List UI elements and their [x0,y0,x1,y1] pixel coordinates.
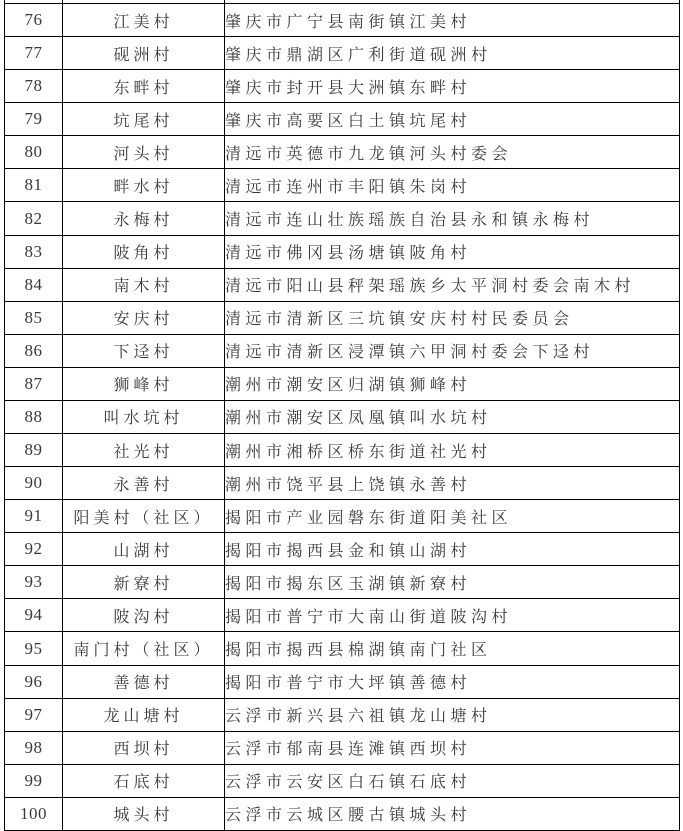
row-number-cell: 92 [5,533,63,566]
table-row [5,37,680,70]
village-name-cell: 永梅村 [63,202,225,235]
village-address-cell: 揭阳市揭西县棉湖镇南门社区 [225,632,680,665]
village-name-cell: 西坝村 [63,731,225,764]
table-row [5,235,680,268]
row-number-cell: 80 [5,136,63,169]
village-address-cell: 云浮市郁南县连滩镇西坝村 [225,731,680,764]
table-body [5,0,680,831]
table-row [5,202,680,235]
village-address-cell: 清远市清新区浸潭镇六甲洞村委会下迳村 [225,334,680,367]
row-number-cell: 90 [5,467,63,500]
village-name-cell: 石底村 [63,764,225,797]
village-name-cell: 下迳村 [63,334,225,367]
village-address-cell: 揭阳市普宁市大坪镇善德村 [225,665,680,698]
village-address-cell: 肇庆市高要区白土镇坑尾村 [225,103,680,136]
row-number-cell: 79 [5,103,63,136]
village-name-cell: 河头村 [63,136,225,169]
table-row [5,367,680,400]
village-name-cell: 陂沟村 [63,599,225,632]
table-row [5,797,680,830]
village-name-cell: 坑尾村 [63,103,225,136]
village-address-cell: 肇庆市广宁县南街镇江美村 [225,4,680,37]
table-row [5,70,680,103]
table-row [5,665,680,698]
row-number-cell: 78 [5,70,63,103]
village-name-cell: 南门村（社区） [63,632,225,665]
table-row [5,301,680,334]
village-address-cell: 潮州市潮安区归湖镇狮峰村 [225,367,680,400]
table-row [5,4,680,37]
village-name-cell: 狮峰村 [63,367,225,400]
village-name-cell: 山湖村 [63,533,225,566]
village-address-cell: 揭阳市揭东区玉湖镇新寮村 [225,566,680,599]
row-number-cell: 86 [5,334,63,367]
row-number-cell: 85 [5,301,63,334]
village-name-cell: 阳美村（社区） [63,500,225,533]
village-address-cell: 潮州市潮安区凤凰镇叫水坑村 [225,400,680,433]
row-number-cell: 77 [5,37,63,70]
table-row [5,698,680,731]
row-number-cell: 87 [5,367,63,400]
row-number-cell: 76 [5,4,63,37]
table-row [5,764,680,797]
village-name-cell: 东畔村 [63,70,225,103]
village-address-cell: 云浮市新兴县六祖镇龙山塘村 [225,698,680,731]
village-address-cell: 清远市连山壮族瑶族自治县永和镇永梅村 [225,202,680,235]
village-address-cell: 肇庆市封开县大洲镇东畔村 [225,70,680,103]
village-address-cell: 揭阳市产业园磐东街道阳美社区 [225,500,680,533]
village-name-cell: 叫水坑村 [63,400,225,433]
table-row [5,566,680,599]
table-row [5,434,680,467]
row-number-cell: 95 [5,632,63,665]
village-name-cell: 南木村 [63,268,225,301]
row-number-cell: 83 [5,235,63,268]
village-list-container [4,0,680,831]
village-name-cell: 社光村 [63,434,225,467]
table-row [5,136,680,169]
village-name-cell: 城头村 [63,797,225,830]
village-address-cell: 清远市阳山县秤架瑶族乡太平洞村委会南木村 [225,268,680,301]
table-row [5,467,680,500]
row-number-cell: 81 [5,169,63,202]
row-number-cell: 99 [5,764,63,797]
village-name-cell: 畔水村 [63,169,225,202]
village-address-cell: 潮州市饶平县上饶镇永善村 [225,467,680,500]
row-number-cell: 94 [5,599,63,632]
table-row [5,632,680,665]
row-number-cell: 93 [5,566,63,599]
table-row [5,169,680,202]
row-number-cell: 84 [5,268,63,301]
table-row [5,268,680,301]
village-address-cell: 云浮市云城区腰古镇城头村 [225,797,680,830]
table-row [5,500,680,533]
row-number-cell: 89 [5,434,63,467]
row-number-cell: 82 [5,202,63,235]
row-number-cell: 97 [5,698,63,731]
village-address-cell: 清远市清新区三坑镇安庆村村民委员会 [225,301,680,334]
village-address-cell: 肇庆市鼎湖区广利街道砚洲村 [225,37,680,70]
village-address-cell: 清远市英德市九龙镇河头村委会 [225,136,680,169]
table-row [5,400,680,433]
table-row [5,731,680,764]
village-address-cell: 清远市连州市丰阳镇朱岗村 [225,169,680,202]
row-number-cell: 88 [5,400,63,433]
village-name-cell: 龙山塘村 [63,698,225,731]
village-name-cell: 陂角村 [63,235,225,268]
village-name-cell: 砚洲村 [63,37,225,70]
table-row [5,533,680,566]
village-address-cell: 揭阳市揭西县金和镇山湖村 [225,533,680,566]
village-name-cell: 永善村 [63,467,225,500]
village-list-table [4,0,680,831]
village-address-cell: 清远市佛冈县汤塘镇陂角村 [225,235,680,268]
village-name-cell: 善德村 [63,665,225,698]
village-name-cell: 新寮村 [63,566,225,599]
village-address-cell: 揭阳市普宁市大南山街道陂沟村 [225,599,680,632]
row-number-cell: 96 [5,665,63,698]
village-name-cell: 安庆村 [63,301,225,334]
row-number-cell: 100 [5,797,63,830]
village-name-cell: 江美村 [63,4,225,37]
row-number-cell: 91 [5,500,63,533]
row-number-cell: 98 [5,731,63,764]
table-row [5,103,680,136]
village-address-cell: 云浮市云安区白石镇石底村 [225,764,680,797]
table-row [5,334,680,367]
village-address-cell: 潮州市湘桥区桥东街道社光村 [225,434,680,467]
table-row [5,599,680,632]
